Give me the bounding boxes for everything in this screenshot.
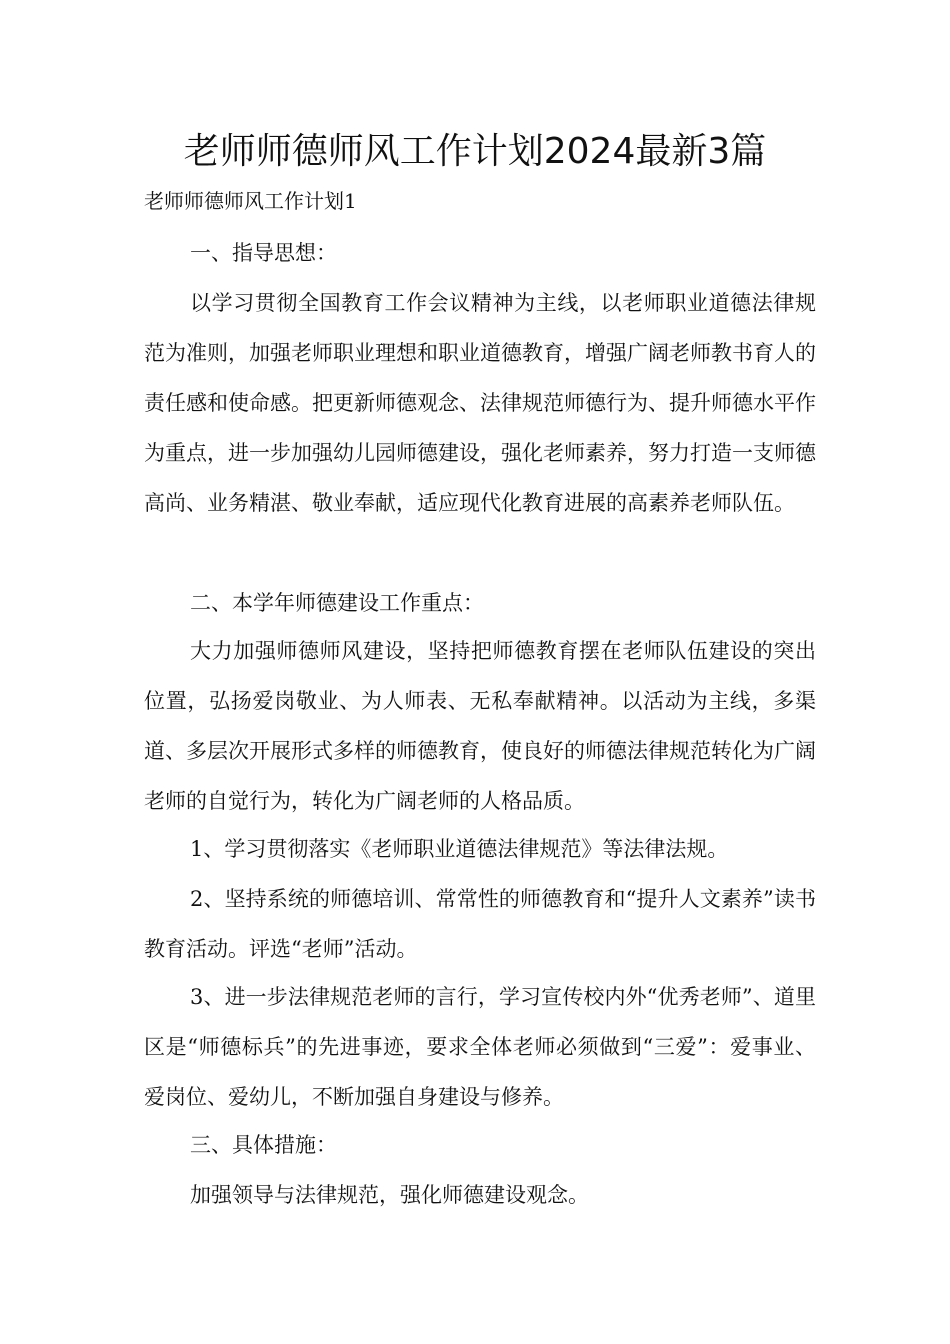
document-subtitle: 老师师德师风工作计划1 (144, 189, 357, 213)
paragraph-item-2: 2、坚持系统的师德培训、常常性的师德教育和“提升人文素养”读书教育活动。评选“老师”活动。 (144, 887, 816, 961)
document-title: 老师师德师风工作计划2024最新3篇 (183, 131, 767, 172)
paragraph-measures: 加强领导与法律规范，强化师德建设观念。 (190, 1183, 589, 1207)
paragraph-item-1: 1、学习贯彻落实《老师职业道德法律规范》等法律法规。 (190, 837, 729, 861)
paragraph-key-work: 大力加强师德师风建设，坚持把师德教育摆在老师队伍建设的突出位置，弘扬爱岗敬业、为人师表、无私奉献精神。以活动为主线，多渠道、多层次开展形式多样的师德教育，使良好的师德法律规范转化为广阔老师的自觉行为，转化为广阔老师的人格品质。 (144, 639, 816, 813)
section-heading-key-work: 二、本学年师德建设工作重点： (190, 591, 484, 615)
paragraph-item-3: 3、进一步法律规范老师的言行，学习宣传校内外“优秀老师”、道里区是“师德标兵”的先进事迹，要求全体老师必须做到“三爱”：爱事业、爱岗位、爱幼儿，不断加强自身建设与修养。 (144, 985, 816, 1109)
paragraph-guiding-thought: 以学习贯彻全国教育工作会议精神为主线，以老师职业道德法律规范为准则，加强老师职业理想和职业道德教育，增强广阔老师教书育人的责任感和使命感。把更新师德观念、法律规范师德行为、提升师德水平作为重点，进一步加强幼儿园师德建设，强化老师素养，努力打造一支师德高尚、业务精湛、敬业奉献，适应现代化教育进展的高素养老师队伍。 (144, 291, 816, 515)
section-heading-measures: 三、具体措施： (190, 1133, 337, 1157)
section-heading-guiding-thought: 一、指导思想： (190, 241, 337, 265)
